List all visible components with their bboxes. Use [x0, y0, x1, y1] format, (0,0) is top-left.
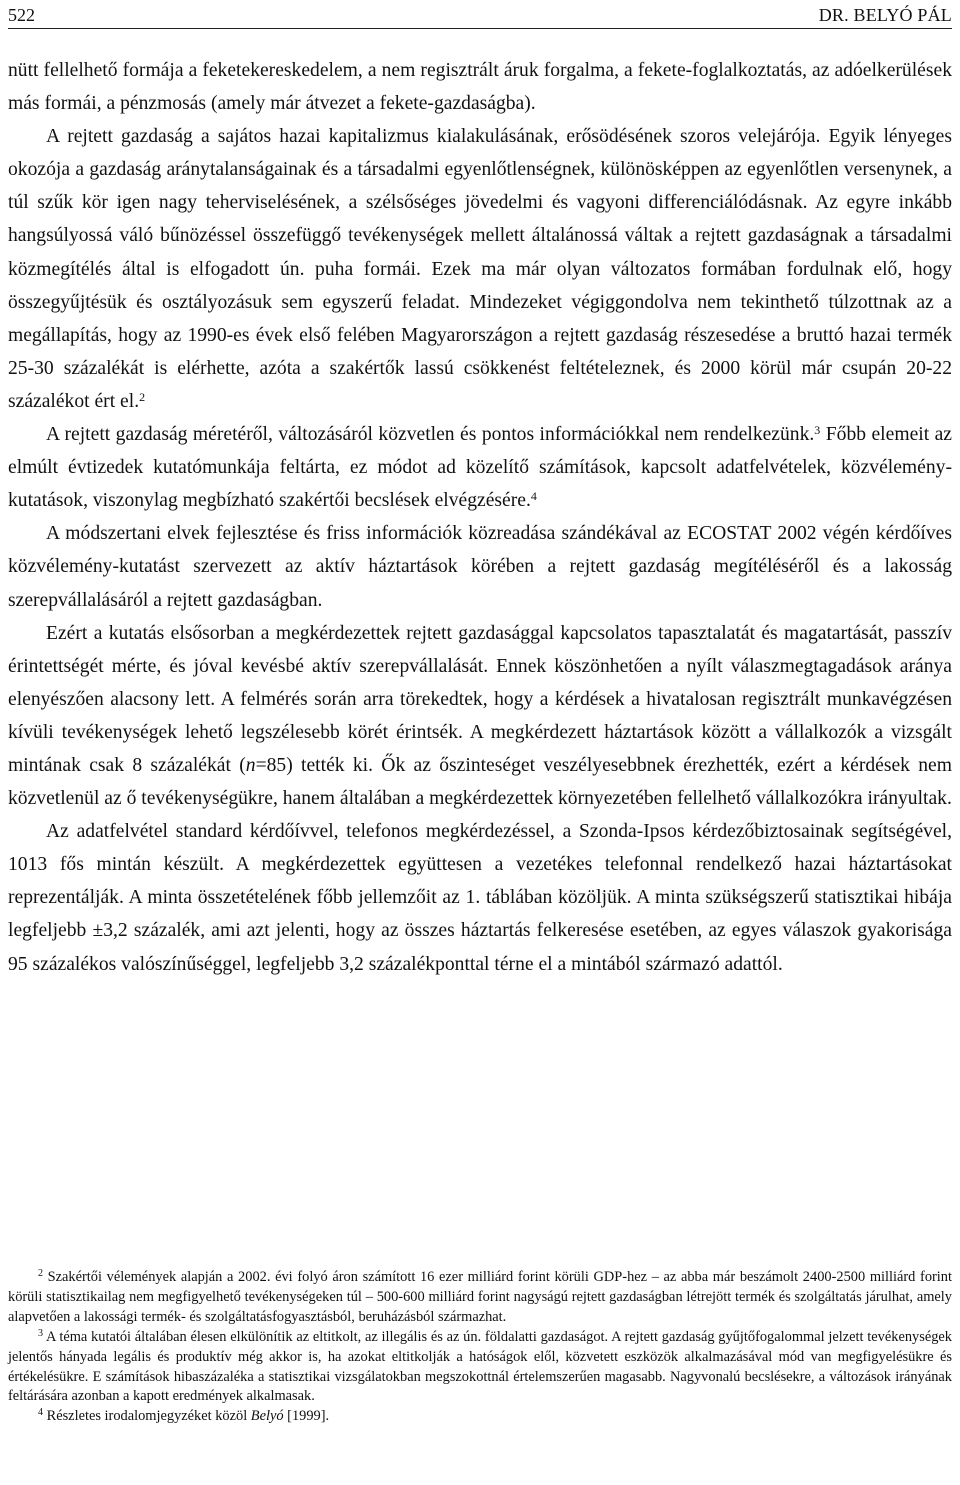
paragraph-text: Főbb elemeit az elmúlt évtizedek kutatómunkája feltárta, ez módot ad közelítő számítások, kapcsolt adatfelvételek, közvélemény-kutatások, viszonylag megbízható szakértői becslések elvégzésére. — [8, 424, 952, 512]
footnotes — [8, 1268, 952, 1427]
footnote-ref[interactable]: 2 — [139, 389, 146, 404]
paragraph-text: nütt fellelhető formája a feketekereskedelem, a nem regisztrált áruk forgalma, a fekete-foglalkoztatás, az adóelkerülések más formái, a pénzmosás (amely már átvezet a fekete-gazdaságba). — [8, 60, 952, 115]
paragraph — [8, 617, 952, 816]
footnote — [8, 1407, 952, 1427]
footnote — [8, 1328, 952, 1408]
main-text — [8, 54, 952, 981]
paragraph — [8, 54, 952, 120]
footnote-text: [1999]. — [283, 1408, 330, 1425]
paragraph — [8, 418, 952, 517]
running-header — [8, 4, 952, 29]
footnote-text: Szakértői vélemények alapján a 2002. évi folyó áron számított 16 ezer milliárd forint körüli GDP-hez – az abba már beszámolt 2400-2500 milliárd forint körüli statisztikailag nem megfigyelhető tevékenységeken túl – 500-600 milliárd forint nagyságú rejtett gazdaságban létrejött termék és szolgáltatás járulhat, amely alapvetően a lakossági termék- és szolgáltatásfogyasztásból, beruházásból származhat. — [8, 1269, 952, 1325]
footnote — [8, 1268, 952, 1328]
paragraph-text: A módszertani elvek fejlesztése és friss információk közreadása szándékával az ECOSTAT 2002 végén kérdőíves közvélemény-kutatást szervezett az aktív háztartások körében a rejtett gazdaság megítéléséről és a lakosság szerepvállalásáról a rejtett gazdaságban. — [8, 523, 952, 611]
footnote-text: Részletes irodalomjegyzéket közöl — [43, 1408, 251, 1425]
paragraph — [8, 815, 952, 980]
footnote-ref[interactable]: 4 — [530, 489, 537, 504]
running-author: DR. BELYÓ PÁL — [818, 5, 952, 25]
cited-author: Belyó — [250, 1408, 284, 1425]
italic-variable: n — [245, 754, 256, 776]
footnote-number: 3 — [38, 1327, 43, 1339]
paragraph-text: A rejtett gazdaság méretéről, változásáról közvetlen és pontos információkkal nem rendelkezünk. — [46, 424, 815, 446]
footnote-number: 2 — [38, 1268, 43, 1279]
paragraph — [8, 517, 952, 616]
footnote-number: 4 — [38, 1407, 43, 1419]
footnote-text: A téma kutatói általában élesen elkülönítik az eltitkolt, az illegális és az ún. földalatti gazdaságot. A rejtett gazdaság gyűjtőfogalommal jelzett tevékenységek jelentős hányada legális és produktív még akkor is, ha azokat eltitkolják a hatóságok elől, közvetett eszközök alkalmazásával mód van megfigyelésükre és értékelésükre. E számítások hibaszázaléka a statisztikai vizsgálatokban megszokottnál értelemszerűen magasabb. Nagyvonalú becslésekre, a változások irányának feltárására azonban a kapott eredmények alkalmasak. — [8, 1328, 952, 1405]
page-number: 522 — [8, 5, 35, 25]
paragraph-text: =85) tették ki. Ők az őszinteséget veszélyesebbnek érezhették, ezért a kérdések nem közvetlenül az ő tevékenységükre, hanem általában a megkérdezettek környezetében fellelhető vállalkozókra irányultak. — [8, 754, 952, 810]
paragraph-text: Ezért a kutatás elsősorban a megkérdezettek rejtett gazdasággal kapcsolatos tapasztalatát és magatartását, passzív érintettségét mérte, és jóval kevésbé aktív szerepvállalását. Ennek köszönhetően a nyílt válaszmegtagadások aránya elenyészően alacsony lett. A felmérés során arra törekedtek, hogy a kérdések a hivatalosan regisztrált munkavégzésen kívüli tevékenységek lehető legszélesebb körét érintsék. A megkérdezett háztartások között a vállalkozók a vizsgált mintának csak 8 százalékát ( — [8, 622, 952, 776]
paragraph-text: A rejtett gazdaság a sajátos hazai kapitalizmus kialakulásának, erősödésének szoros velejárója. Egyik lényeges okozója a gazdaság aránytalanságainak és a társadalmi egyenlőtlenségnek, különösképpen az egyenlőtlen versenynek, a túl szűk kör igen nagy teherviselésének, a szélsőséges jövedelmi és vagyoni differenciálódásnak. Az egyre inkább hangsúlyossá váló bűnözéssel összefüggő tevékenységek mellett általánossá váltak a rejtett gazdaságnak a társadalmi közmegítélés által is elfogadott ún. puha formái. Ezek ma már olyan változatos formában fordulnak elő, hogy összegyűjtésük és osztályozásuk sem egyszerű feladat. Mindezeket végiggondolva nem tekinthető túlzottnak az a megállapítás, hogy az 1990-es évek első felében Magyarországon a rejtett gazdaság részesedése a bruttó hazai termék 25-30 százalékát is elérhette, azóta a szakértők lassú csökkenést feltételeznek, és 2000 körül már csupán 20-22 százalékot ért el. — [8, 126, 952, 412]
footnote-ref[interactable]: 3 — [814, 423, 821, 438]
paragraph-text: Az adatfelvétel standard kérdőívvel, telefonos megkérdezéssel, a Szonda-Ipsos kérdezőbiztosainak segítségével, 1013 fős mintán készült. A megkérdezettek együttesen a vezetékes telefonnal rendelkező hazai háztartásokat reprezentálják. A minta összetételének főbb jellemzőit az 1. táblában közöljük. A minta szükségszerű statisztikai hibája legfeljebb ±3,2 százalék, ami azt jelenti, hogy az összes háztartás felkeresése esetében, az egyes válaszok gyakorisága 95 százalékos valószínűséggel, legfeljebb 3,2 százalékponttal térne el a mintából származó adattól. — [8, 821, 952, 975]
paragraph — [8, 120, 952, 418]
